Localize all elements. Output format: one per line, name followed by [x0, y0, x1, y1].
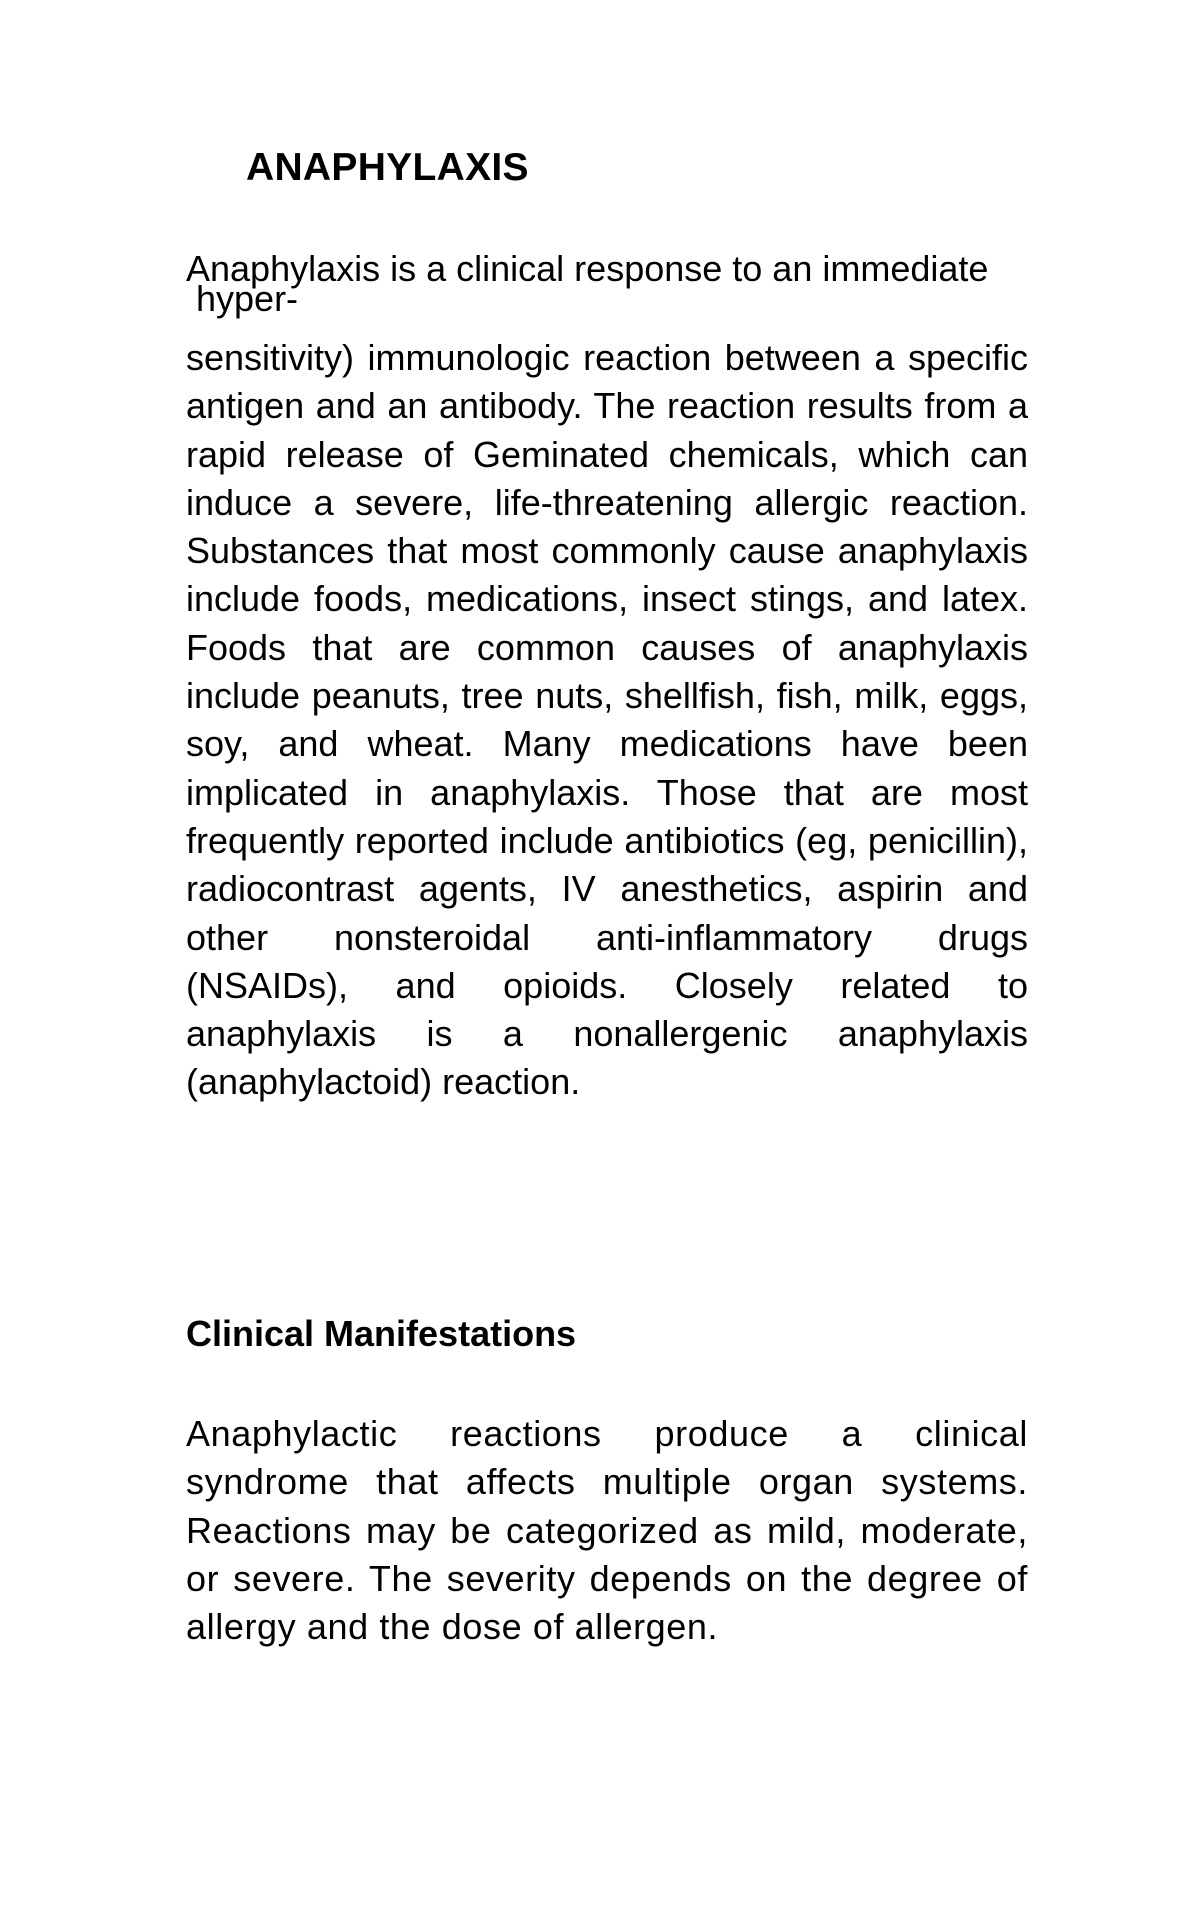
- document-title: ANAPHYLAXIS: [246, 146, 529, 189]
- intro-hyphen-line: hyper-: [196, 278, 299, 319]
- intro-first-line: Anaphylaxis is a clinical response to an immediate: [186, 248, 989, 289]
- intro-paragraph: sensitivity) immunologic reaction between a specific antigen and an antibody. The reaction results from a rapid release of Geminated chemicals, which can induce a severe, life-threatening allergic reaction. Substances that most commonly cause anaphylaxis include foods, medications, insect stings, and latex. Foods that are common causes of anaphylaxis include peanuts, tree nuts, shellfish, fish, milk, eggs, soy, and wheat. Many medications have been implicated in anaphylaxis. Those that are most frequently reported include antibiotics (eg, penicillin), radiocontrast agents, IV anesthetics, aspirin and other nonsteroidal anti-inflammatory drugs (NSAIDs), and opioids. Closely related to anaphylaxis is a nonallergenic anaphylaxis (anaphylactoid) reaction.: [186, 337, 1028, 1103]
- intro-lead: [186, 248, 1046, 319]
- manifestations-paragraph: Anaphylactic reactions produce a clinical syndrome that affects multiple organ systems. Reactions may be categorized as mild, moderate, or severe. The severity depends on the degree of allergy and the dose of allergen.: [186, 1413, 1028, 1648]
- section-heading: Clinical Manifestations: [186, 1313, 577, 1354]
